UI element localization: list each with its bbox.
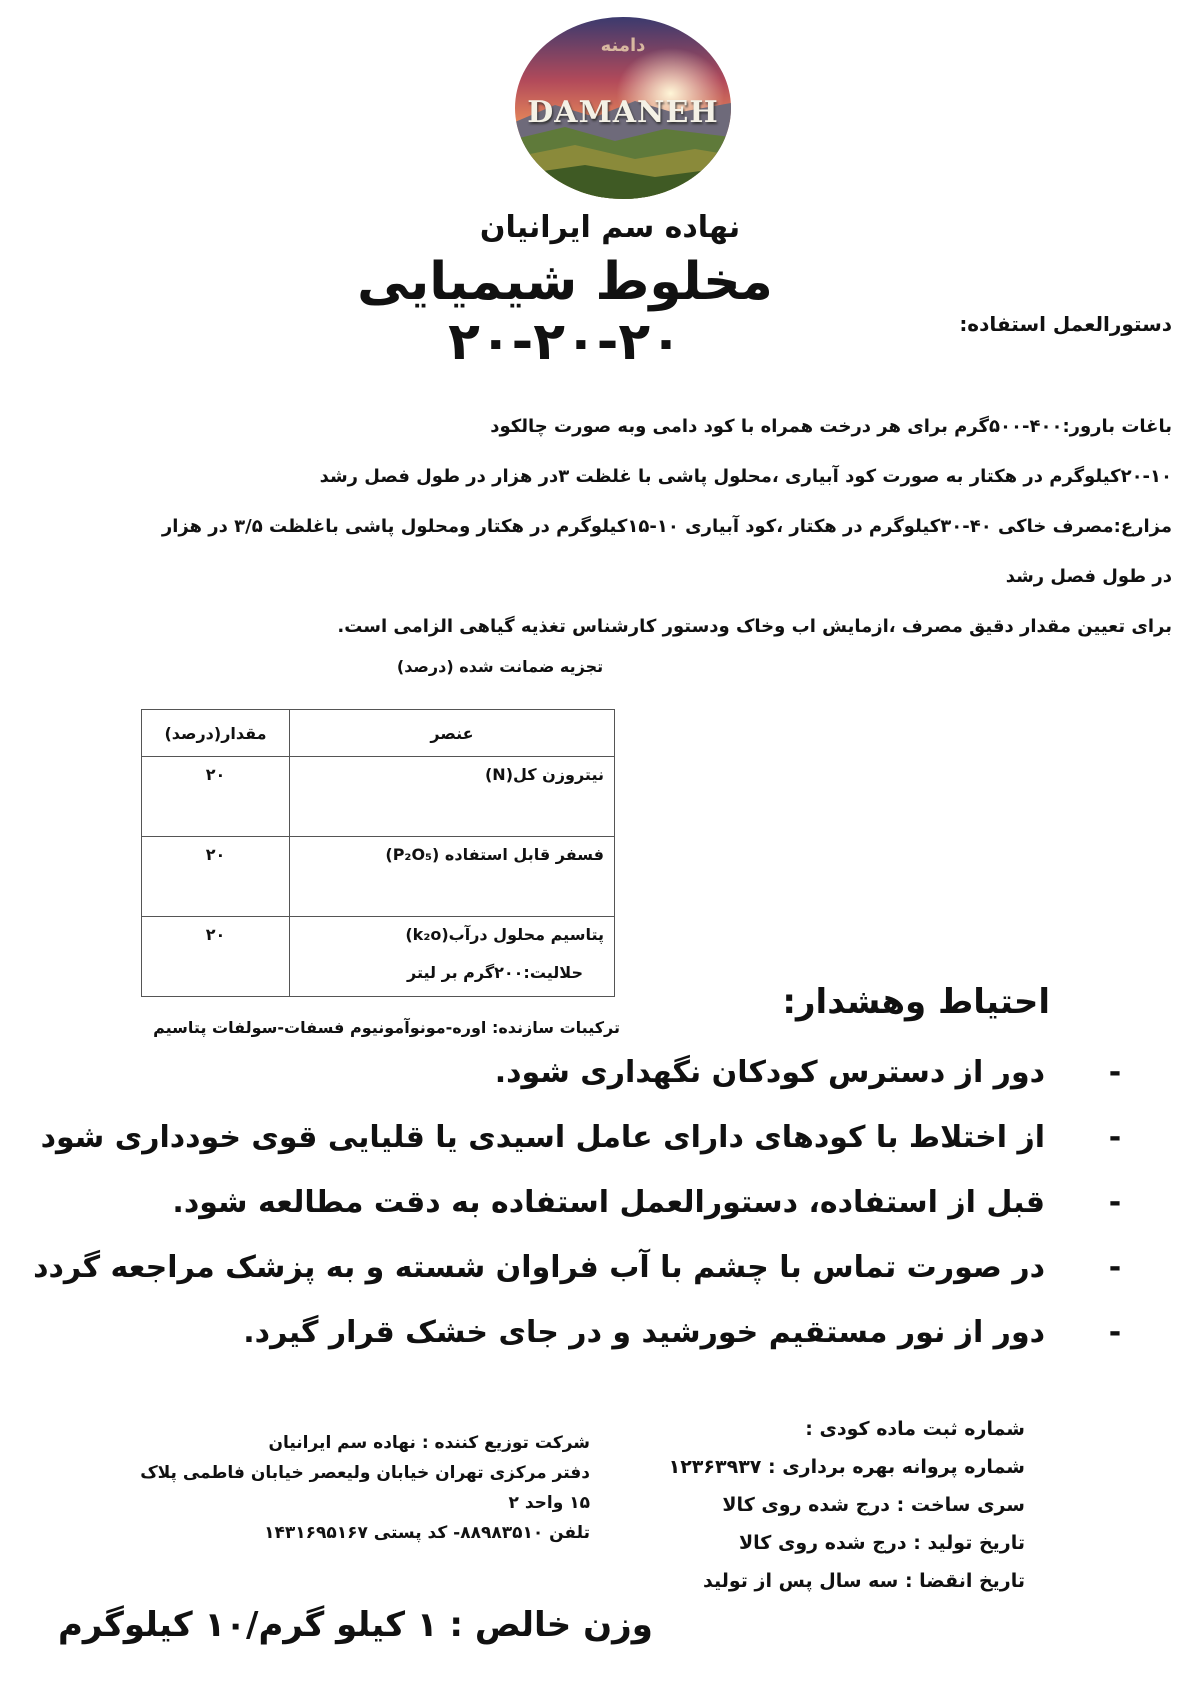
warning-text: دور از دسترس کودکان نگهداری شود. <box>494 1055 1045 1090</box>
table-header-row <box>142 710 615 757</box>
amount-cell: ۲۰ <box>142 837 290 917</box>
header-amount: مقدار(درصد) <box>142 710 290 757</box>
distributor-info <box>130 1428 590 1548</box>
list-item <box>40 1105 1130 1170</box>
distributor-line: دفتر مرکزی تهران خیابان ولیعصر خیابان فاطمی پلاک <box>140 1463 590 1483</box>
warning-text: از اختلاط با کودهای دارای عامل اسیدی یا قلیایی قوی خودداری شود <box>40 1120 1045 1155</box>
list-item <box>150 1040 1130 1105</box>
bullet-dash: - <box>1108 1315 1122 1350</box>
distributor-line: ۱۵ واحد ۲ <box>508 1493 590 1513</box>
element-cell: فسفر قابل استفاده (P₂O₅) <box>290 837 615 917</box>
distributor-line: شرکت توزیع کننده : نهاده سم ایرانیان <box>268 1433 590 1453</box>
net-weight: وزن خالص : ۱ کیلو گرم/۱۰ کیلوگرم <box>58 1605 653 1645</box>
usage-title: دستورالعمل استفاده: <box>959 312 1172 336</box>
warnings-title: احتیاط وهشدار: <box>782 982 1050 1022</box>
list-item <box>33 1235 1130 1300</box>
header-element: عنصر <box>290 710 615 757</box>
registry-info <box>660 1410 1025 1600</box>
usage-line: در طول فصل رشد <box>1005 566 1172 587</box>
product-title: مخلوط شیمیایی ۲۰-۲۰-۲۰ <box>357 252 773 372</box>
table-row <box>142 837 615 917</box>
usage-instructions <box>22 402 1172 652</box>
warnings-list <box>33 1040 1130 1365</box>
bullet-dash: - <box>1108 1120 1122 1155</box>
license-number: شماره پروانه بهره برداری : ۱۲۳۶۳۹۳۷ <box>668 1456 1025 1478</box>
usage-line: مزارع:مصرف خاکی ۴۰-۳۰کیلوگرم در هکتار ،کود آبیاری ۱۰-۱۵کیلوگرم در هکتار ومحلول پاشی باغلظت ۳/۵ در هزار <box>161 516 1172 537</box>
logo-brand: DAMANEH <box>527 95 719 130</box>
table-row <box>142 757 615 837</box>
batch-number: سری ساخت : درج شده روی کالا <box>722 1494 1025 1516</box>
distributor-line: تلفن ۸۸۹۸۳۵۱۰- کد پستی ۱۴۳۱۶۹۵۱۶۷ <box>264 1523 590 1543</box>
analysis-title: تجزیه ضمانت شده (درصد) <box>396 657 604 676</box>
company-name: نهاده سم ایرانیان <box>479 210 741 245</box>
bullet-dash: - <box>1108 1250 1122 1285</box>
bullet-dash: - <box>1108 1055 1122 1090</box>
warning-text: در صورت تماس با چشم با آب فراوان شسته و به پزشک مراجعه گردد <box>33 1250 1045 1285</box>
registry-number: شماره ثبت ماده کودی : <box>805 1418 1025 1440</box>
element-cell: نیتروزن کل(N) <box>290 757 615 837</box>
element-cell: پتاسیم محلول درآب(k₂o) <box>290 917 615 997</box>
usage-line: برای تعیین مقدار دقیق مصرف ،ازمایش اب وخاک ودستور کارشناس تغذیه گیاهی الزامی است. <box>337 616 1172 637</box>
logo-brand-fa: دامنه <box>600 35 646 56</box>
ingredients-text: ترکیبات سازنده: اوره-مونوآمونیوم فسفات-سولفات پتاسیم <box>153 1018 620 1037</box>
list-item <box>150 1170 1130 1235</box>
bullet-dash: - <box>1108 1185 1122 1220</box>
warning-text: دور از نور مستقیم خورشید و در جای خشک قرار گیرد. <box>243 1315 1045 1350</box>
usage-line: باغات بارور:۴۰۰-۵۰۰گرم برای هر درخت همراه با کود دامی وبه صورت چالکود <box>490 416 1172 437</box>
amount-cell: ۲۰ <box>142 917 290 997</box>
manufacture-date: تاریخ تولید : درج شده روی کالا <box>739 1532 1025 1554</box>
amount-cell: ۲۰ <box>142 757 290 837</box>
brand-logo <box>515 17 731 199</box>
table-row <box>142 917 615 997</box>
analysis-table <box>141 709 615 997</box>
solubility-text: حلالیت:۲۰۰گرم بر لیتر <box>407 963 583 982</box>
usage-line: ۲۰-۱۰کیلوگرم در هکتار به صورت کود آبیاری ،محلول پاشی با غلظت ۳در هزار در طول فصل رشد <box>319 466 1172 487</box>
list-item <box>150 1300 1130 1365</box>
expiry-date: تاریخ انقضا : سه سال پس از تولید <box>703 1570 1025 1592</box>
warning-text: قبل از استفاده، دستورالعمل استفاده به دقت مطالعه شود. <box>172 1185 1045 1220</box>
